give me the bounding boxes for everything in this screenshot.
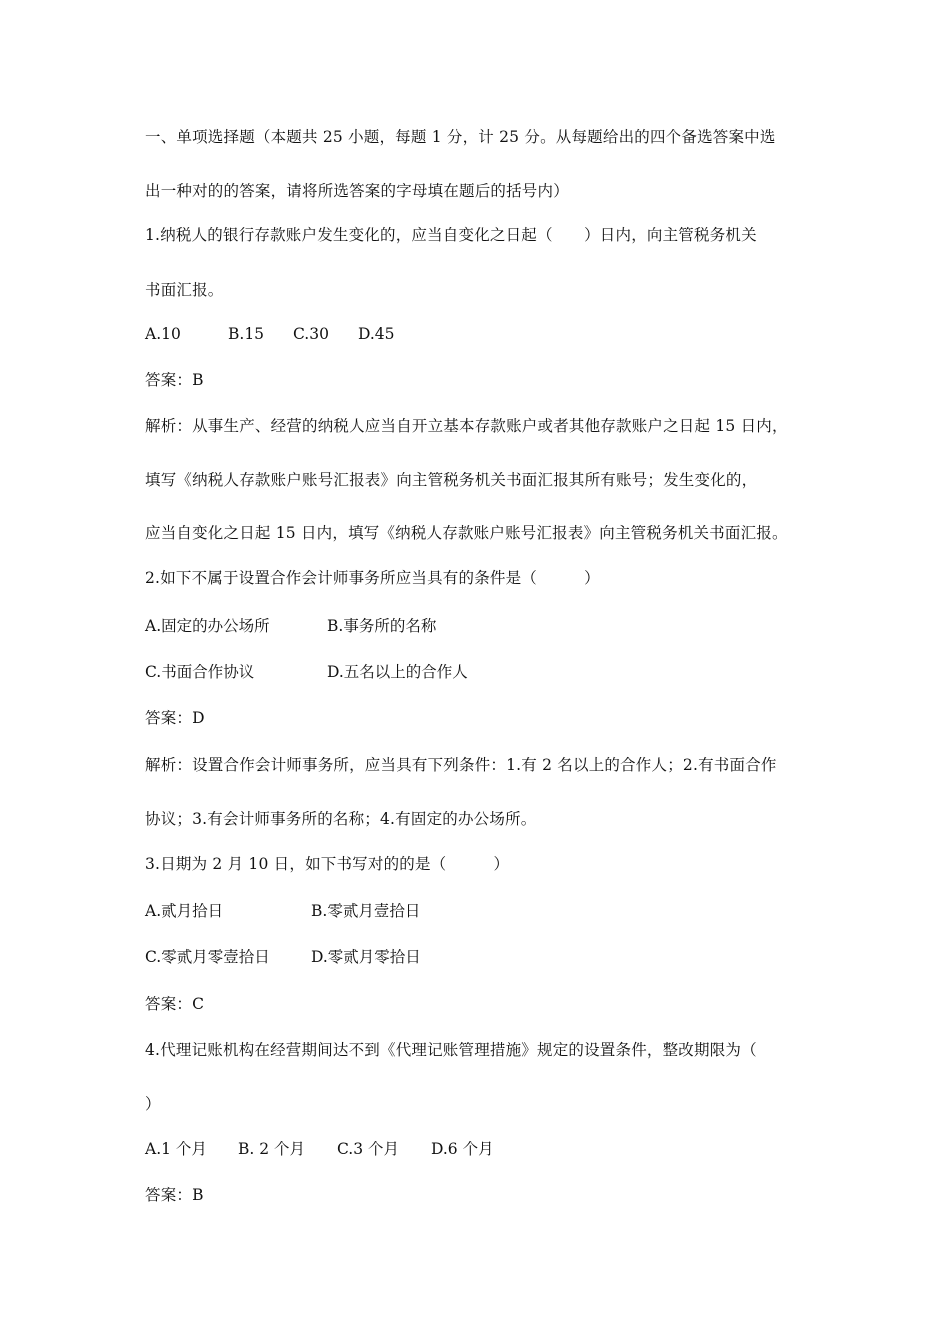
q2-option-d: D.五名以上的合作人: [327, 663, 468, 681]
q1-stem-line-2: 书面汇报。: [145, 281, 224, 299]
q4-stem-line-2: ）: [145, 1095, 161, 1113]
q3-option-a: A.贰月拾日: [145, 902, 224, 920]
q2-option-a: A.固定的办公场所: [145, 617, 270, 635]
q2-option-b: B.事务所的名称: [327, 617, 437, 635]
q2-analysis-line-2: 协议；3.有会计师事务所的名称；4.有固定的办公场所。: [145, 810, 537, 828]
q4-stem-line-1: 4.代理记账机构在经营期间达不到《代理记账管理措施》规定的设置条件，整改期限为（: [145, 1041, 757, 1059]
section-header-line-1: 一、单项选择题（本题共 25 小题，每题 1 分，计 25 分。从每题给出的四个备选答案中选: [145, 128, 776, 146]
q1-option-b: B.15: [228, 325, 265, 343]
q4-option-d: D.6 个月: [431, 1140, 494, 1158]
q1-analysis-line-2: 填写《纳税人存款账户账号汇报表》向主管税务机关书面汇报其所有账号；发生变化的，: [145, 471, 758, 489]
q3-option-b: B.零贰月壹拾日: [311, 902, 421, 920]
q3-answer: 答案：C: [145, 995, 205, 1013]
q1-option-a: A.10: [145, 325, 181, 343]
q2-answer: 答案：D: [145, 709, 205, 727]
q1-option-d: D.45: [358, 325, 395, 343]
q2-analysis-line-1: 解析：设置合作会计师事务所，应当具有下列条件：1.有 2 名以上的合作人；2.有书面合作: [145, 756, 777, 774]
q1-stem-line-1: 1.纳税人的银行存款账户发生变化的，应当自变化之日起（ ）日内，向主管税务机关: [145, 226, 757, 244]
q1-answer: 答案：B: [145, 371, 204, 389]
q3-stem: 3.日期为 2 月 10 日，如下书写对的的是（ ）: [145, 855, 510, 873]
section-header-line-2: 出一种对的的答案，请将所选答案的字母填在题后的括号内）: [145, 182, 569, 200]
q3-option-d: D.零贰月零拾日: [311, 948, 421, 966]
q4-option-a: A.1 个月: [145, 1140, 207, 1158]
q4-option-b: B. 2 个月: [238, 1140, 306, 1158]
q1-analysis-line-1: 解析：从事生产、经营的纳税人应当自开立基本存款账户或者其他存款账户之日起 15 日内，: [145, 417, 788, 435]
q3-option-c: C.零贰月零壹拾日: [145, 948, 270, 966]
q1-analysis-line-3: 应当自变化之日起 15 日内，填写《纳税人存款账户账号汇报表》向主管税务机关书面汇报。: [145, 524, 788, 542]
q2-option-c: C.书面合作协议: [145, 663, 255, 681]
q2-stem: 2.如下不属于设置合作会计师事务所应当具有的条件是（ ）: [145, 569, 600, 587]
q4-option-c: C.3 个月: [337, 1140, 400, 1158]
q4-answer: 答案：B: [145, 1186, 204, 1204]
q1-option-c: C.30: [293, 325, 329, 343]
